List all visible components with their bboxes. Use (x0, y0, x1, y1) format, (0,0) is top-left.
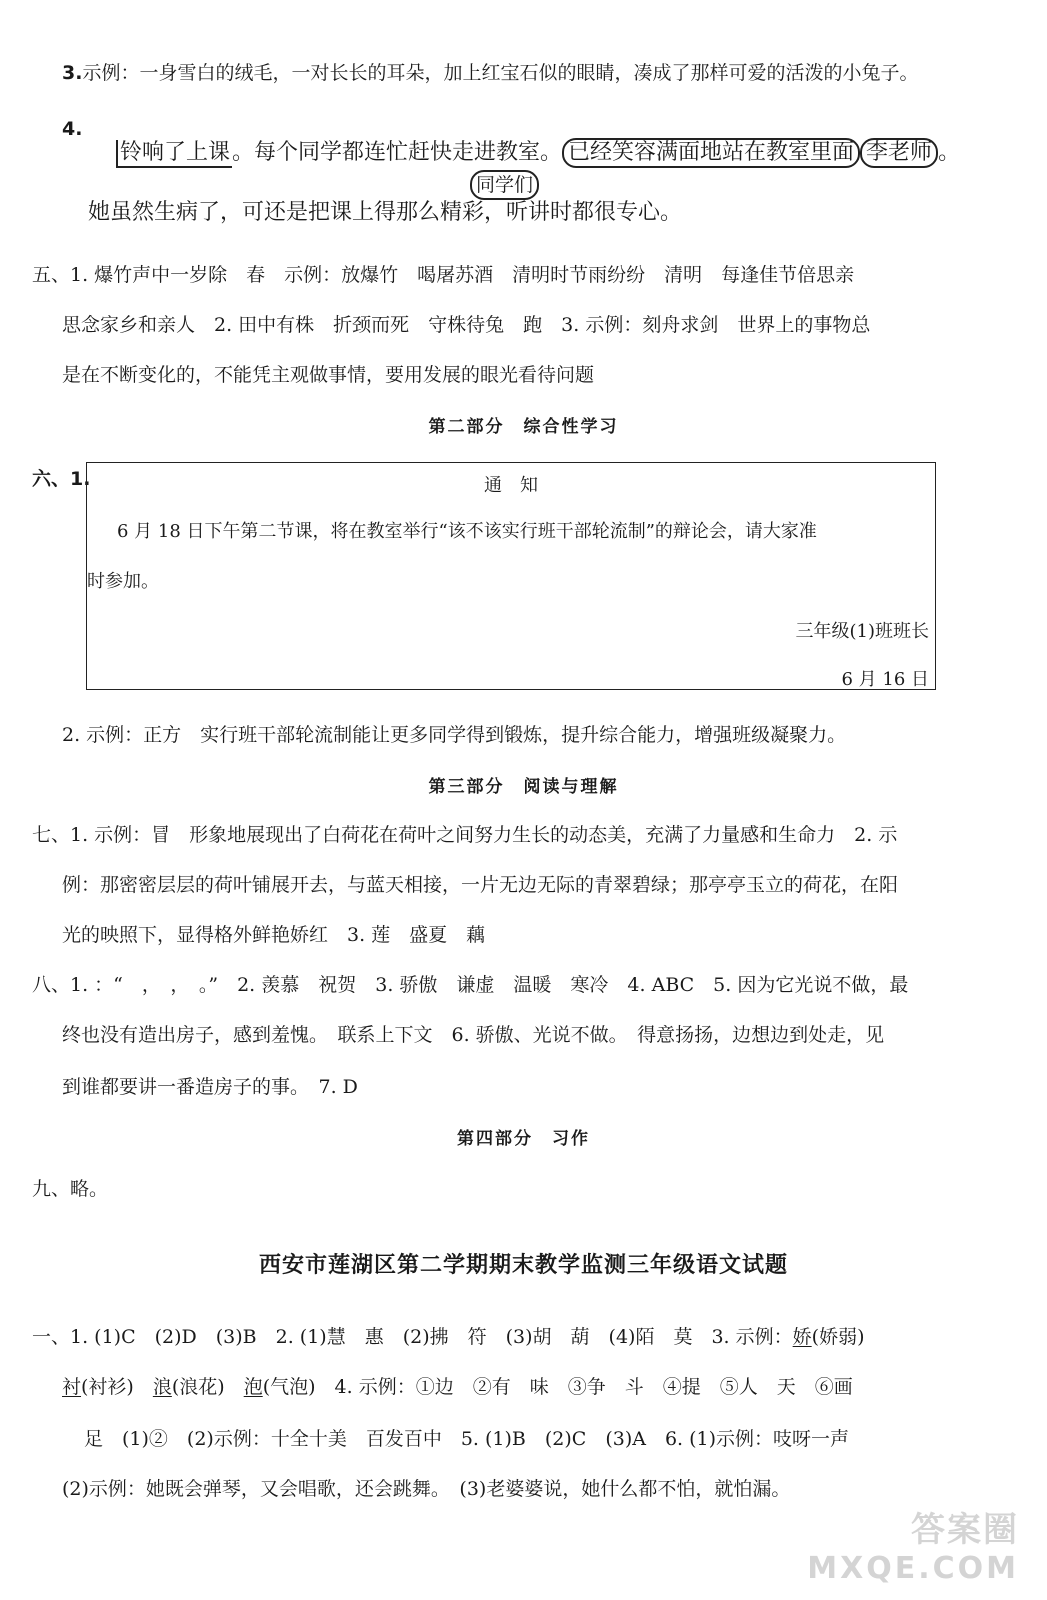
exam-section-1-line-4: (2)示例：她既会弹琴，又会唱歌，还会跳舞。 (3)老婆婆说，她什么都不怕，就怕漏。 (62, 1478, 791, 1500)
item-4-line-1: 铃响了上课。每个同学都连忙赶快走进教室。 已经笑容满面地站在教室里面 李老师 。 (116, 138, 960, 168)
insert-mark: 同学们 (470, 170, 539, 200)
section-7-line-1: 七、1. 示例：冒 形象地展现出了白荷花在荷叶之间努力生长的动态美，充满了力量感和生命力 2. 示 (32, 824, 898, 846)
watermark-logo: 答案圈 MXQE.COM (807, 1510, 1019, 1586)
oval-mark-1: 已经笑容满面地站在教室里面 (562, 138, 860, 168)
notice-body-1: 6 月 18 日下午第二节课，将在教室举行“该不该实行班干部轮流制”的辩论会，请大家准 (117, 521, 817, 542)
item-3: 3.示例：一身雪白的绒毛，一对长长的耳朵，加上红宝石似的眼睛，凑成了那样可爱的活泼的小兔子。 (62, 62, 919, 84)
section-6-item-2: 2. 示例：正方 实行班干部轮流制能让更多同学得到锻炼，提升综合能力，增强班级凝聚力。 (62, 724, 847, 746)
part-3-heading: 第三部分 阅读与理解 (428, 777, 619, 797)
notice-body-2: 时参加。 (87, 571, 159, 592)
part-2-heading: 第二部分 综合性学习 (428, 417, 619, 437)
section-5-line-2: 思念家乡和亲人 2. 田中有株 折颈而死 守株待兔 跑 3. 示例：刻舟求剑 世界上的事物总 (62, 314, 871, 336)
notice-title: 通 知 (484, 475, 538, 496)
section-8-line-2: 终也没有造出房子，感到羞愧。 联系上下文 6. 骄傲、光说不做。 得意扬扬，边想边到处走，见 (62, 1024, 885, 1046)
item-4-num: 4. (62, 118, 83, 140)
exam-title: 西安市莲湖区第二学期期末教学监测三年级语文试题 (258, 1253, 788, 1278)
exam-section-1-line-3: 足 (1)② (2)示例：十全十美 百发百中 5. (1)B (2)C (3)A 6. (1)示例：吱呀一声 (84, 1428, 850, 1450)
oval-mark-2: 李老师 (860, 138, 938, 168)
notice-box (86, 462, 936, 690)
notice-signature: 三年级(1)班班长 (795, 621, 929, 642)
section-9: 九、略。 (32, 1178, 109, 1200)
exam-section-1-line-2: 衬(衬衫) 浪(浪花) 泡(气泡) 4. 示例：①边 ②有 味 ③争 斗 ④提 ⑤人 天 ⑥画 (62, 1376, 853, 1398)
reorder-mark: 铃响了上课 (116, 140, 232, 168)
exam-section-1-line-1: 一、1. (1)C (2)D (3)B 2. (1)慧 惠 (2)拂 符 (3)胡 葫 (4)陌 莫 3. 示例：娇(娇弱) (32, 1326, 865, 1348)
section-8-line-3: 到谁都要讲一番造房子的事。 7. D (62, 1076, 358, 1098)
section-5-line-1: 五、1. 爆竹声中一岁除 春 示例：放爆竹 喝屠苏酒 清明时节雨纷纷 清明 每逢佳节倍思亲 (32, 264, 855, 286)
section-8-line-1: 八、1. ：“ ， ， 。” 2. 羡慕 祝贺 3. 骄傲 谦虚 温暖 寒冷 4. ABC 5. 因为它光说不做，最 (32, 974, 909, 996)
section-6-label: 六、1. (32, 468, 91, 490)
section-5-line-3: 是在不断变化的，不能凭主观做事情，要用发展的眼光看待问题 (62, 364, 595, 386)
section-7-line-2: 例：那密密层层的荷叶铺展开去，与蓝天相接，一片无边无际的青翠碧绿；那亭亭玉立的荷花，在阳 (62, 874, 899, 896)
section-7-line-3: 光的映照下，显得格外鲜艳娇红 3. 莲 盛夏 藕 (62, 924, 486, 946)
part-4-heading: 第四部分 习作 (457, 1129, 590, 1149)
notice-date: 6 月 16 日 (841, 669, 929, 690)
item-4-line-2: 她虽然生病了，可还是把课上得那么精彩，听讲时都很专心。 (88, 200, 683, 225)
